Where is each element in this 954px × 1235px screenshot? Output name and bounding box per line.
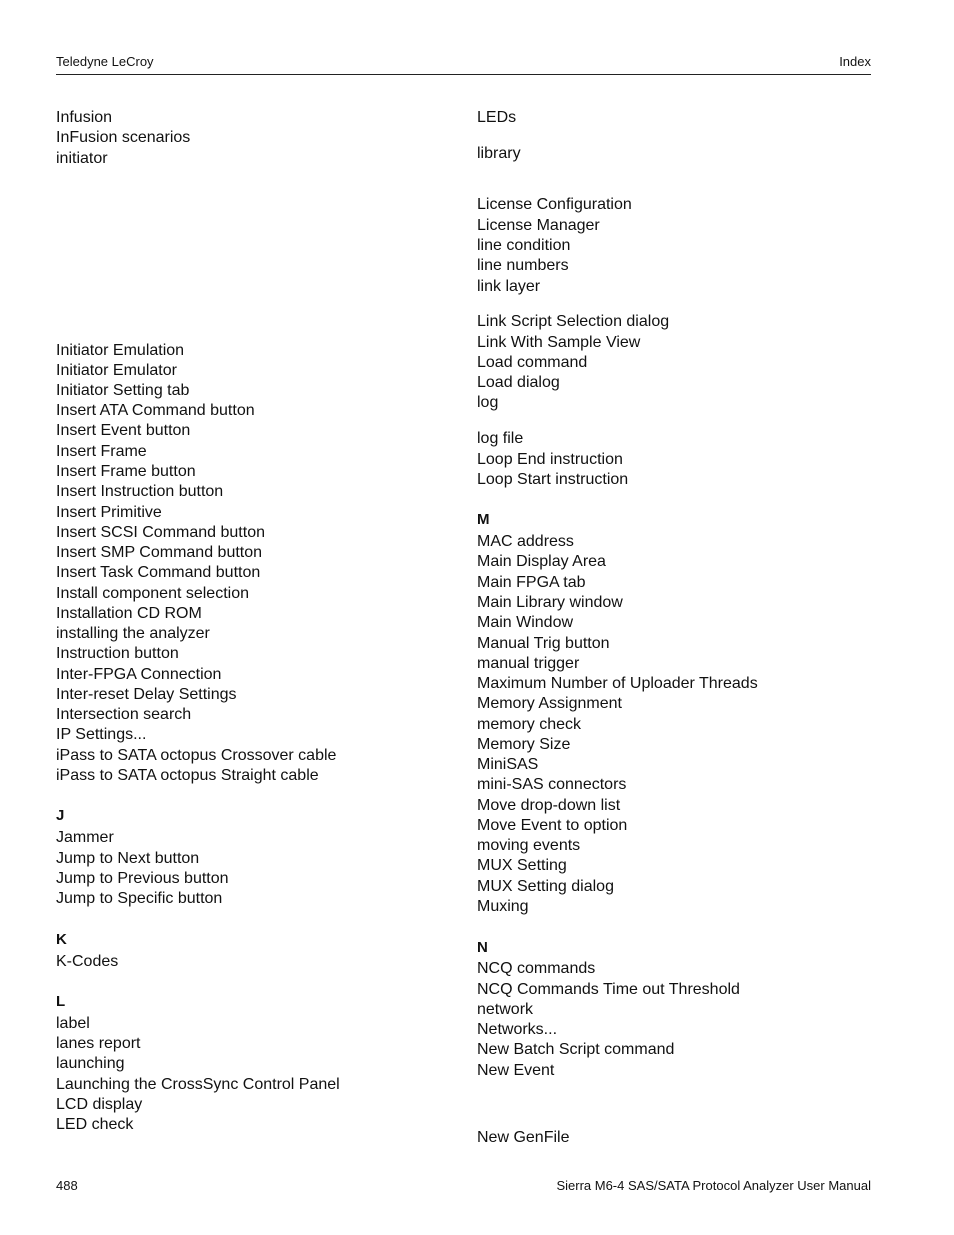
index-letter-heading: L bbox=[56, 993, 66, 1010]
index-entry: Inter-reset Delay Settings bbox=[56, 686, 237, 703]
index-entry: mini-SAS connectors bbox=[477, 776, 627, 793]
index-entry: MiniSAS bbox=[477, 756, 539, 773]
index-entry: label bbox=[56, 1015, 90, 1032]
index-entry: Memory Assignment bbox=[477, 695, 622, 712]
index-entry: Main FPGA tab bbox=[477, 574, 586, 591]
index-entry: New Batch Script command bbox=[477, 1041, 675, 1058]
index-entry: initiator bbox=[56, 150, 108, 167]
index-entry: iPass to SATA octopus Crossover cable bbox=[56, 747, 337, 764]
index-entry: Insert Frame bbox=[56, 443, 147, 460]
index-entry: Jammer bbox=[56, 829, 114, 846]
header-publisher: Teledyne LeCroy bbox=[56, 54, 154, 69]
index-entry: Main Library window bbox=[477, 594, 623, 611]
index-letter-heading: J bbox=[56, 807, 65, 824]
index-entry: network bbox=[477, 1001, 534, 1018]
index-entry: Load dialog bbox=[477, 374, 560, 391]
index-entry: Main Display Area bbox=[477, 553, 606, 570]
index-entry: Jump to Specific button bbox=[56, 890, 223, 907]
index-entry: LED check bbox=[56, 1116, 134, 1133]
index-entry: Move Event to option bbox=[477, 817, 628, 834]
index-entry: manual trigger bbox=[477, 655, 580, 672]
index-entry: Insert Frame button bbox=[56, 463, 196, 480]
index-entry: Inter-FPGA Connection bbox=[56, 666, 222, 683]
index-entry: Manual Trig button bbox=[477, 635, 610, 652]
index-entry: iPass to SATA octopus Straight cable bbox=[56, 767, 319, 784]
index-entry: line numbers bbox=[477, 257, 569, 274]
index-entry: Loop End instruction bbox=[477, 451, 623, 468]
index-entry: Move drop-down list bbox=[477, 797, 621, 814]
index-entry: Main Window bbox=[477, 614, 574, 631]
index-letter-heading: N bbox=[477, 939, 488, 956]
index-entry: log bbox=[477, 394, 499, 411]
index-entry: Insert SMP Command button bbox=[56, 544, 263, 561]
index-entry: line condition bbox=[477, 237, 571, 254]
index-entry: K-Codes bbox=[56, 953, 119, 970]
page-footer bbox=[56, 1177, 871, 1195]
index-entry: MAC address bbox=[477, 533, 574, 550]
index-entry: library bbox=[477, 145, 521, 162]
index-entry: License Configuration bbox=[477, 196, 632, 213]
index-entry: MUX Setting bbox=[477, 857, 567, 874]
index-entry: NCQ commands bbox=[477, 960, 596, 977]
index-entry: Initiator Setting tab bbox=[56, 382, 190, 399]
index-entry: Link With Sample View bbox=[477, 334, 641, 351]
index-entry: Insert Primitive bbox=[56, 504, 162, 521]
index-entry: Intersection search bbox=[56, 706, 192, 723]
header-rule bbox=[56, 74, 871, 75]
index-entry: Insert Task Command button bbox=[56, 564, 261, 581]
index-entry: Jump to Next button bbox=[56, 850, 200, 867]
index-entry: NCQ Commands Time out Threshold bbox=[477, 981, 740, 998]
index-entry: Launching the CrossSync Control Panel bbox=[56, 1076, 340, 1093]
index-entry: License Manager bbox=[477, 217, 600, 234]
index-entry: Initiator Emulation bbox=[56, 342, 185, 359]
document-title: Sierra M6-4 SAS/SATA Protocol Analyzer User Manual bbox=[556, 1178, 871, 1193]
index-entry: Maximum Number of Uploader Threads bbox=[477, 675, 758, 692]
index-entry: Initiator Emulator bbox=[56, 362, 177, 379]
index-entry: LEDs bbox=[477, 109, 517, 126]
index-entry: moving events bbox=[477, 837, 581, 854]
index-entry: link layer bbox=[477, 278, 541, 295]
index-letter-heading: M bbox=[477, 511, 490, 528]
index-entry: lanes report bbox=[56, 1035, 141, 1052]
index-letter-heading: K bbox=[56, 931, 67, 948]
page-header bbox=[56, 53, 871, 71]
page-number: 488 bbox=[56, 1178, 78, 1193]
index-entry: LCD display bbox=[56, 1096, 143, 1113]
index-entry: Infusion bbox=[56, 109, 113, 126]
index-entry: memory check bbox=[477, 716, 582, 733]
index-entry: Installation CD ROM bbox=[56, 605, 202, 622]
index-entry: Instruction button bbox=[56, 645, 179, 662]
index-entry: installing the analyzer bbox=[56, 625, 210, 642]
index-entry: Load command bbox=[477, 354, 588, 371]
index-entry: Link Script Selection dialog bbox=[477, 313, 670, 330]
index-entry: New GenFile bbox=[477, 1129, 570, 1146]
index-entry: launching bbox=[56, 1055, 125, 1072]
index-entry: IP Settings... bbox=[56, 726, 147, 743]
index-entry: Install component selection bbox=[56, 585, 249, 602]
index-entry: Networks... bbox=[477, 1021, 558, 1038]
index-entry: Insert Event button bbox=[56, 422, 191, 439]
index-entry: log file bbox=[477, 430, 524, 447]
index-entry: Loop Start instruction bbox=[477, 471, 629, 488]
index-entry: Insert Instruction button bbox=[56, 483, 224, 500]
index-entry: Muxing bbox=[477, 898, 529, 915]
index-entry: Jump to Previous button bbox=[56, 870, 229, 887]
index-entry: Insert ATA Command button bbox=[56, 402, 255, 419]
index-entry: New Event bbox=[477, 1062, 555, 1079]
index-entry: MUX Setting dialog bbox=[477, 878, 614, 895]
index-entry: Memory Size bbox=[477, 736, 571, 753]
index-entry: InFusion scenarios bbox=[56, 129, 191, 146]
index-entry: Insert SCSI Command button bbox=[56, 524, 265, 541]
header-section: Index bbox=[839, 54, 871, 69]
